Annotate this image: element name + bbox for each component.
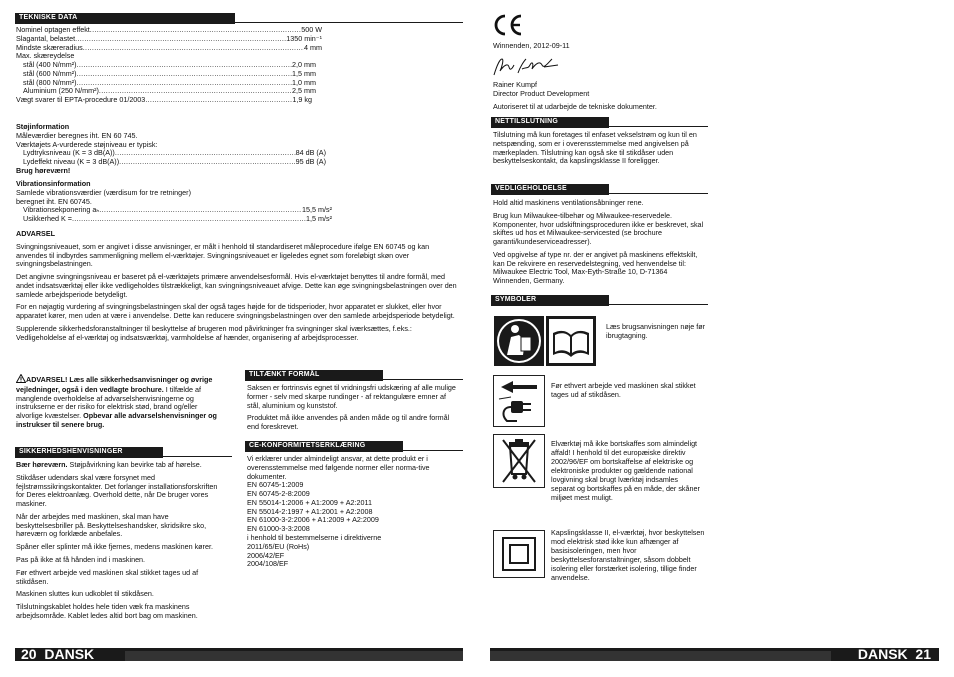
warning-para: Supplerende sikkerhedsforanstaltninger til beskyttelse af brugeren mod påvirkninger fra svingninger skal iværksættes, f.eks.: Vedligeholdelse af el-værktøj og indsatsværktøj, varmholdelse af hænder, organisering af arbejdsprocesser. bbox=[16, 324, 412, 342]
maint-para: Brug kun Milwaukee-tilbehør og Milwaukee-reservedele. Komponenter, hvor udskiftningsproceduren ikke er beskrevet, skal skiftes ud hos et Milwaukee-servicested (se brochure garanti/kundeserviceadresser). bbox=[493, 210, 704, 247]
footer-lang-left: DANSK bbox=[44, 646, 95, 662]
maint-section bbox=[493, 199, 705, 290]
page-number-right: 21 bbox=[915, 646, 931, 662]
vibration-section bbox=[16, 180, 332, 224]
ce-line: 2006/42/EF bbox=[247, 550, 285, 560]
safety-para: Pas på ikke at få hånden ind i maskinen. bbox=[16, 555, 146, 565]
noise-line: Måleværdier beregnes iht. EN 60 745. bbox=[16, 130, 138, 140]
ce-line: EN 61000-3-2:2006 + A1:2009 + A2:2009 bbox=[247, 515, 379, 525]
symbols-header-rule bbox=[491, 295, 708, 305]
unplug-icon bbox=[493, 375, 545, 430]
safety-para: Før ethvert arbejde ved maskinen skal stikket tages ud af stikdåsen. bbox=[16, 567, 199, 586]
tech-specs bbox=[16, 26, 322, 105]
ce-line: EN 61000-3-3:2008 bbox=[247, 524, 310, 534]
authorized-text: Autoriseret til at udarbejde de tekniske dokumenter. bbox=[493, 101, 657, 111]
ce-line: Vi erklærer under almindeligt ansvar, at dette produkt er i overensstemmelse med følgende normer eller norma-tive dokumenter. bbox=[247, 454, 430, 481]
ear-protection: Brug høreværn! bbox=[16, 165, 71, 175]
ce-header: CE-KONFORMITETSERKLÆRING bbox=[245, 441, 403, 452]
noise-title: Støjinformation bbox=[16, 122, 70, 131]
ce-line: 2011/65/EU (RoHs) bbox=[247, 541, 310, 551]
warning-para: Svingningsniveauet, som er angivet i disse anvisninger, er målt i henhold til standardiseret måleprocedure ifølge EN 60745 og kan anvendes til indbyrdes sammenligning mellem el-værktøjer. Svingningsniveauet er ligeledes egnet som foreløbigt skøn over svingningsbelastningen. bbox=[16, 241, 430, 269]
signature-icon bbox=[492, 55, 562, 82]
symbol-text: Kapslingsklasse II, el-værktøj, hvor beskyttelsen mod elektrisk stød ikke kun afhænger af basisisoleringen, men hvor beskyttelsesforanstaltninger, såsom dobbelt isolering eller forstærket isolering, tillige finder anvendelse. bbox=[551, 528, 705, 582]
maint-header-rule bbox=[491, 184, 708, 194]
right-footer-bar bbox=[490, 651, 831, 661]
noise-line: Værktøjets A-vurderede støjniveau er typisk: bbox=[16, 139, 158, 149]
symbol-text: Læs brugsanvisningen nøje før ibrugtagning. bbox=[606, 322, 706, 340]
intended-header: TILTÆNKT FORMÅL bbox=[245, 370, 383, 381]
vib-row: Usikkerhed K = ..... 1,5 m/s² bbox=[16, 215, 332, 224]
left-footer-bar bbox=[125, 651, 463, 661]
ce-section bbox=[247, 455, 455, 569]
max-cut-label: Max. skæreydelse bbox=[16, 51, 75, 61]
ce-line: i henhold til bestemmelserne i direktiverne bbox=[247, 533, 382, 543]
spec-row: Slagantal, belastet ..... 1350 min⁻¹ bbox=[16, 35, 322, 44]
tech-data-header-rule bbox=[15, 13, 463, 23]
safety-para: Spåner eller splinter må ikke fjernes, medens maskinen kører. bbox=[16, 542, 213, 552]
symbol-text: Før ethvert arbejde ved maskinen skal stikket tages ud af stikdåsen. bbox=[551, 381, 696, 399]
vib-line: Samlede vibrationsværdier (værdisum for tre retninger) bbox=[16, 187, 191, 197]
weee-bin-icon bbox=[493, 434, 545, 491]
safety-para: Når der arbejdes med maskinen, skal man have beskyttelsesbriller på. Beskyttelseshandsker, skridsikre sko, høreværn og forklæde anbefales. bbox=[16, 511, 207, 539]
right-footer-label bbox=[833, 648, 939, 661]
ce-line: EN 60745-1:2009 bbox=[247, 480, 304, 490]
spec-row: stål (600 N/mm²) ..... 1,5 mm bbox=[16, 70, 322, 79]
footer-lang-right: DANSK bbox=[857, 646, 908, 662]
right-footer bbox=[490, 648, 939, 661]
tech-data-header: TEKNISKE DATA bbox=[15, 13, 235, 24]
maint-para: Ved opgivelse af type nr. der er angivet på maskinens effektskilt, kan De rekvirere en reservedelstegning, ved henvendelse til: Milwaukee Electric Tool, Max-Eyth-Straße 10, D-71364 Winnenden, Germany. bbox=[493, 249, 698, 286]
signer-name: Rainer Kumpf bbox=[493, 80, 537, 89]
safety-para: Stikdåser udendørs skal være forsynet med fejlstrømssikringskontakter. Det forlanger installationsforskriften for Deres elektroanlæg. Overhold dette, når De bruger vores maskiner. bbox=[16, 472, 218, 509]
safety-header-rule bbox=[15, 447, 232, 457]
safety-warning-bold: ADVARSEL! Læs alle sikkerhedsanvisninger og øvrige vejledninger, også i den vedlagte brochure. bbox=[16, 375, 213, 394]
ce-line: 2004/108/EF bbox=[247, 559, 289, 569]
safety-para: Maskinen sluttes kun udkoblet til stikdåsen. bbox=[16, 589, 154, 599]
safety-warning-bold2: Opbevar alle advarselshenvisninger og instrukser til senere brug. bbox=[16, 411, 217, 429]
noise-row: Lydeffekt niveau (K = 3 dB(A)) ..... 95 dB (A) bbox=[16, 158, 326, 167]
warning-para: Det angivne svingningsniveau er baseret på el-værktøjets primære anvendelsesformål. Hvis el-værktøjet benyttes til andre formål, med andet indsatsværktøj eller ikke vedligeholdes tilstrækkeligt, kan svingningsniveauet afvige. Dette kan øge svingningsbelastningen over den samlede arbejdsperiode betydeligt. bbox=[16, 272, 457, 299]
page-number-left: 20 bbox=[21, 646, 37, 662]
class-ii-icon bbox=[493, 530, 545, 581]
safety-header: SIKKERHEDSHENVISNINGER bbox=[15, 447, 163, 458]
safety-section bbox=[16, 461, 222, 625]
vib-title: Vibrationsinformation bbox=[16, 179, 91, 188]
spec-row: stål (400 N/mm²) ..... 2,0 mm bbox=[16, 61, 322, 70]
spec-row: Mindste skæreradius ..... 4 mm bbox=[16, 44, 322, 53]
spec-row: stål (800 N/mm²) ..... 1,0 mm bbox=[16, 79, 322, 88]
ce-header-rule bbox=[245, 441, 463, 451]
maint-header: VEDLIGEHOLDELSE bbox=[491, 184, 609, 195]
left-footer-label bbox=[15, 648, 123, 661]
safety-warning-block bbox=[16, 374, 222, 430]
read-manual-icon bbox=[493, 315, 597, 367]
warning-section bbox=[16, 230, 462, 347]
ce-mark-icon bbox=[492, 13, 524, 40]
spec-row: Aluminium (250 N/mm²) ..... 2,5 mm bbox=[16, 87, 322, 96]
ce-line: EN 55014-1:2006 + A1:2009 + A2:2011 bbox=[247, 497, 372, 507]
mains-text: Tilslutning må kun foretages til enfaset vekselstrøm og kun til en netspænding, som er i overensstemmelse med angivelsen på mærkepladen. Tilslutning kan også ske til stikdåser uden beskyttelseskontakt, da kapslingsklasse II foreligger. bbox=[493, 130, 697, 166]
ce-line: EN 55014-2:1997 + A1:2001 + A2:2008 bbox=[247, 506, 373, 516]
symbol-text: Elværktøj må ikke bortskaffes som almindeligt affald! I henhold til det europæiske direktiv 2002/96/EF om bortskaffelse af elektriske og elektroniske produkter og gældende national lovgivning skal brugt lværktøj indsamles separat og bortskaffes på en måde, der skåner miljøet mest muligt. bbox=[551, 439, 700, 502]
mains-header-rule bbox=[491, 117, 708, 127]
intended-header-rule bbox=[245, 370, 463, 380]
signer-block bbox=[493, 81, 693, 111]
date-line: Winnenden, 2012-09-11 bbox=[493, 41, 570, 50]
maint-para: Hold altid maskinens ventilationsåbninger rene. bbox=[493, 198, 644, 207]
noise-section bbox=[16, 123, 326, 176]
mains-header: NETTILSLUTNING bbox=[491, 117, 609, 128]
vib-row: Vibrationsekponering aₕ ..... 15,5 m/s² bbox=[16, 206, 332, 215]
noise-row: Lydtryksniveau (K = 3 dB(A)) ..... 84 dB (A) bbox=[16, 149, 326, 158]
intended-section bbox=[247, 384, 457, 436]
warning-title: ADVARSEL bbox=[16, 229, 56, 238]
signer-title: Director Product Development bbox=[493, 88, 590, 98]
safety-para: Bær høreværn. Støjpåvirkning kan bevirke tab af hørelse. bbox=[16, 460, 202, 469]
symbols-header: SYMBOLER bbox=[491, 295, 609, 306]
ce-line: EN 60745-2-8:2009 bbox=[247, 489, 310, 499]
safety-warning-text: I tilfælde af manglende overholdelse af advarselshenvisningerne og instrukserne er der risiko for elektrisk stød, brand og/eller alvorlige kvæstelser. bbox=[16, 384, 201, 421]
vib-line: beregnet iht. EN 60745. bbox=[16, 196, 92, 206]
intended-para: Saksen er fortrinsvis egnet til vridningsfri udskæring af alle mulige former - selv med skarpe rundinger - af rektangulære emner af stål, aluminium og kunststof. bbox=[247, 383, 456, 410]
intended-para: Produktet må ikke anvendes på anden måde og til andre formål end foreskrevet. bbox=[247, 413, 450, 432]
safety-para: Tilslutningskablet holdes hele tiden væk fra maskinens arbejdsområde. Kablet ledes altid bort bag om maskinen. bbox=[16, 602, 198, 620]
spec-row: Vægt svarer til EPTA-procedure 01/2003 ..... 1,9 kg bbox=[16, 96, 322, 105]
left-footer bbox=[15, 648, 463, 661]
spec-row: Nominel optagen effekt ..... 500 W bbox=[16, 26, 322, 35]
warning-para: For en nøjagtig vurdering af svingningsbelastningen skal der også tages højde for de tidsperioder, hvor apparatet er slukket, eller hvor apparatet kører, men uden at være i anvendelse. Dette kan reducere svingningsbelastningen over den samlede arbejdsperiode betydeligt. bbox=[16, 302, 455, 321]
